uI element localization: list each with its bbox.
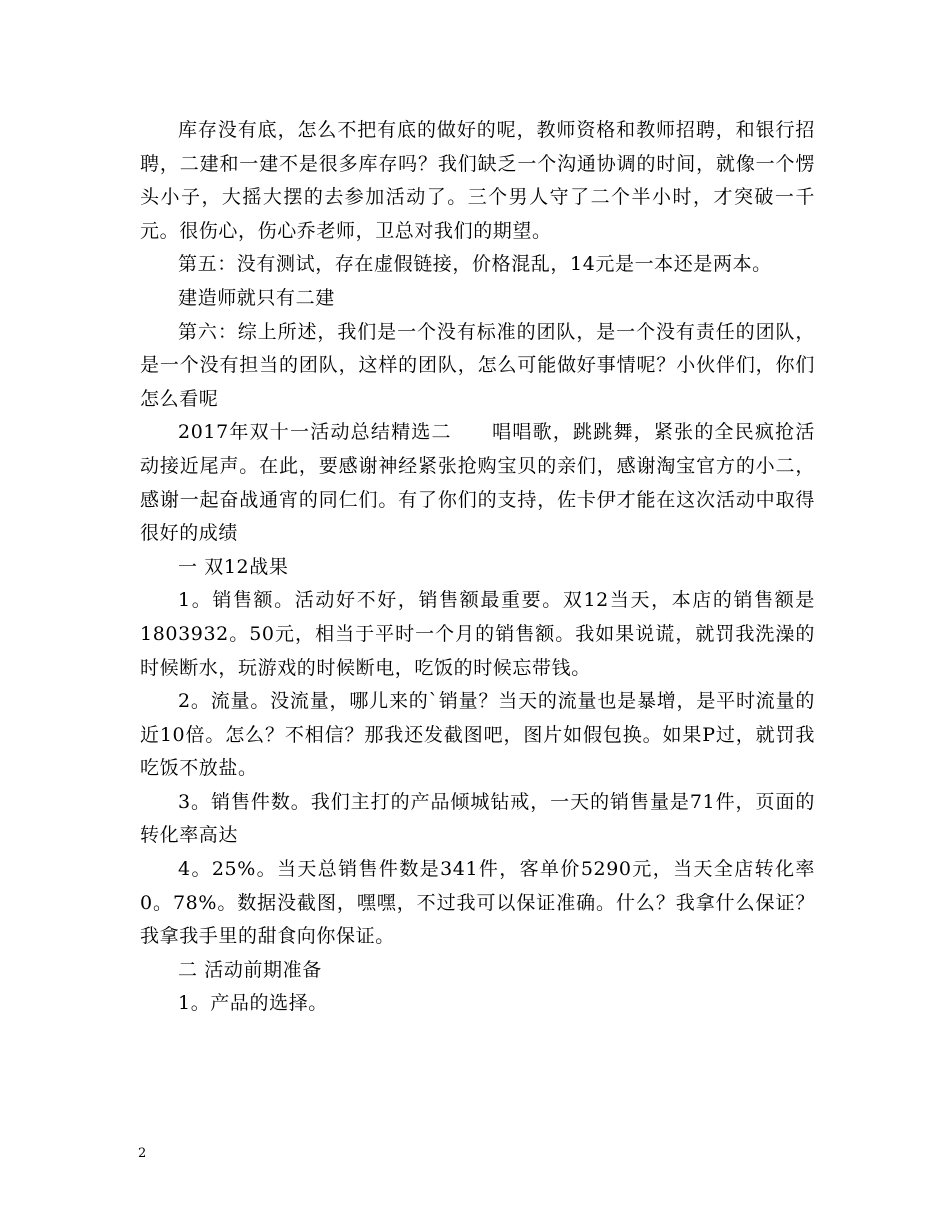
heading-preparation: 二 活动前期准备	[178, 958, 322, 981]
paragraph-traffic: 2。流量。没流量，哪儿来的`销量？当天的流量也是暴增，是平时流量的近10倍。怎么？不相信？那我还发截图吧，图片如假包换。如果P过，就罚我吃饭不放盐。	[140, 690, 815, 780]
page-number: 2	[138, 1146, 147, 1161]
paragraph-inventory: 库存没有底，怎么不把有底的做好的呢，教师资格和教师招聘，和银行招聘，二建和一建不是很多库存吗？我们缺乏一个沟通协调的时间，就像一个愣头小子，大摇大摆的去参加活动了。三个男人守了二个半小时，才突破一千元。很伤心，伤心乔老师，卫总对我们的期望。	[140, 119, 815, 242]
paragraph-conversion: 4。25%。当天总销售件数是341件，客单价5290元，当天全店转化率0。78%。数据没截图，嘿嘿，不过我可以保证准确。什么？我拿什么保证？我拿我手里的甜食向你保证。	[140, 858, 815, 948]
paragraph-point-six: 第六：综上所述，我们是一个没有标准的团队，是一个没有责任的团队，是一个没有担当的团队，这样的团队，怎么可能做好事情呢？小伙伴们，你们怎么看呢	[140, 320, 815, 410]
paragraph-units: 3。销售件数。我们主打的产品倾城钻戒，一天的销售量是71件，页面的转化率高达	[140, 790, 815, 847]
paragraph-product-selection: 1。产品的选择。	[178, 992, 328, 1015]
paragraph-sales: 1。销售额。活动好不好，销售额最重要。双12当天，本店的销售额是1803932。50元，相当于平时一个月的销售额。我如果说谎，就罚我洗澡的时候断水，玩游戏的时候断电，吃饭的时候忘带钱。	[140, 589, 815, 679]
paragraph-point-five: 第五：没有测试，存在虚假链接，价格混乱，14元是一本还是两本。	[178, 253, 772, 276]
heading-results: 一 双12战果	[178, 555, 289, 578]
body-text	[140, 114, 815, 1021]
paragraph-summary-two: 2017年双十一活动总结精选二 唱唱歌，跳跳舞，紧张的全民疯抢活动接近尾声。在此，要感谢神经紧张抢购宝贝的亲们，感谢淘宝官方的小二，感谢一起奋战通宵的同仁们。有了你们的支持，佐卡伊才能在这次活动中取得很好的成绩	[140, 421, 815, 545]
paragraph-builder: 建造师就只有二建	[178, 286, 335, 309]
